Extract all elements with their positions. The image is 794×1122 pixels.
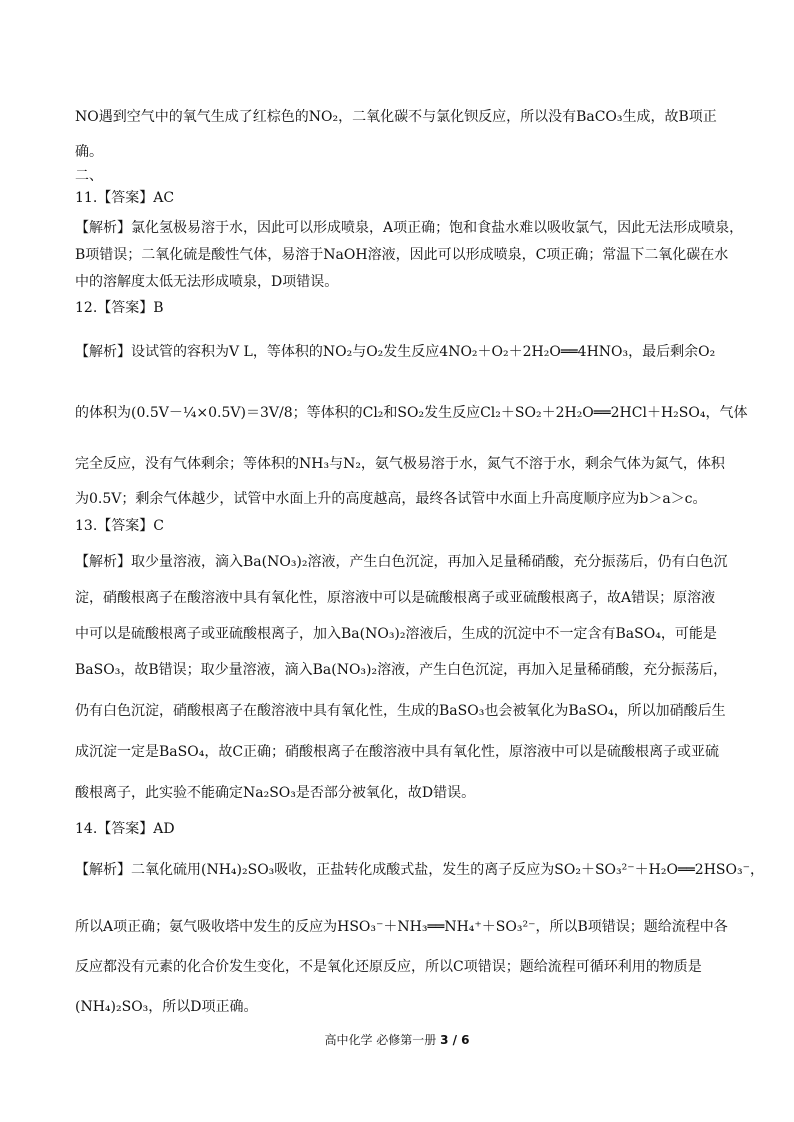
text-line: 成沉淀一定是BaSO₄，故C正确；硝酸根离子在酸溶液中具有氧化性，原溶液中可以是硫酸根离子或亚硫 — [75, 744, 720, 760]
answer-heading: 13.【答案】C — [75, 518, 164, 534]
text-line: 酸根离子，此实验不能确定Na₂SO₃是否部分被氧化，故D错误。 — [75, 785, 476, 801]
text-line: 完全反应，没有气体剩余；等体积的NH₃与N₂，氨气极易溶于水，氮气不溶于水，剩余气体为氮气，体积 — [75, 456, 725, 472]
text-line: 【解析】氯化氢极易溶于水，因此可以形成喷泉，A项正确；饱和食盐水难以吸收氯气，因此无法形成喷泉， — [75, 220, 744, 236]
section-heading: 二、 — [75, 168, 103, 184]
text-line: 所以A项正确；氨气吸收塔中发生的反应为HSO₃⁻＋NH₃══NH₄⁺＋SO₃²⁻，所以B项错误；题给流程中各 — [75, 919, 728, 935]
text-line: 【解析】取少量溶液，滴入Ba(NO₃)₂溶液，产生白色沉淀，再加入足量稀硝酸，充分振荡后，仍有白色沉 — [75, 554, 728, 570]
page-footer — [0, 1031, 794, 1048]
text-line: B项错误；二氧化硫是酸性气体，易溶于NaOH溶液，因此可以形成喷泉，C项正确；常温下二氧化碳在水 — [75, 247, 729, 263]
text-line: 中的溶解度太低无法形成喷泉，D项错误。 — [75, 274, 339, 290]
answer-heading: 14.【答案】AD — [75, 821, 175, 837]
text-line: 中可以是硫酸根离子或亚硫酸根离子，加入Ba(NO₃)₂溶液后，生成的沉淀中不一定含有BaSO₄，可能是 — [75, 626, 717, 642]
text-line: 【解析】二氧化硫用(NH₄)₂SO₃吸收，正盐转化成酸式盐，发生的离子反应为SO₂＋SO₃²⁻＋H₂O══2HSO₃⁻， — [75, 862, 764, 878]
answer-heading: 11.【答案】AC — [75, 190, 175, 206]
text-line: 仍有白色沉淀，硝酸根离子在酸溶液中具有氧化性，生成的BaSO₃也会被氧化为BaSO₄，所以加硝酸后生 — [75, 703, 726, 719]
answer-heading: 12.【答案】B — [75, 300, 164, 316]
text-line: 为0.5V；剩余气体越少，试管中水面上升的高度越高，最终各试管中水面上升高度顺序应为b＞a＞c。 — [75, 491, 707, 507]
text-line: 【解析】设试管的容积为V L，等体积的NO₂与O₂发生反应4NO₂＋O₂＋2H₂O══4HNO₃，最后剩余O₂ — [75, 344, 716, 360]
text-line: 确。 — [75, 144, 103, 160]
text-line: (NH₄)₂SO₃，所以D项正确。 — [75, 999, 258, 1015]
text-line: 淀，硝酸根离子在酸溶液中具有氧化性，原溶液中可以是硫酸根离子或亚硫酸根离子，故A错误；原溶液 — [75, 590, 716, 606]
text-line: BaSO₃，故B错误；取少量溶液，滴入Ba(NO₃)₂溶液，产生白色沉淀，再加入足量稀硝酸，充分振荡后， — [75, 662, 728, 678]
text-line: NO遇到空气中的氧气生成了红棕色的NO₂，二氧化碳不与氯化钡反应，所以没有BaCO₃生成，故B项正 — [75, 109, 717, 125]
text-line: 的体积为(0.5V－¼×0.5V)＝3V/8；等体积的Cl₂和SO₂发生反应Cl₂＋SO₂＋2H₂O══2HCl＋H₂SO₄，气体 — [75, 405, 748, 421]
text-line: 反应都没有元素的化合价发生变化，不是氧化还原反应，所以C项错误；题给流程可循环利用的物质是 — [75, 959, 702, 975]
footer-course: 高中化学 必修第一册 — [324, 1033, 441, 1047]
page-number: 3 / 6 — [440, 1033, 470, 1047]
